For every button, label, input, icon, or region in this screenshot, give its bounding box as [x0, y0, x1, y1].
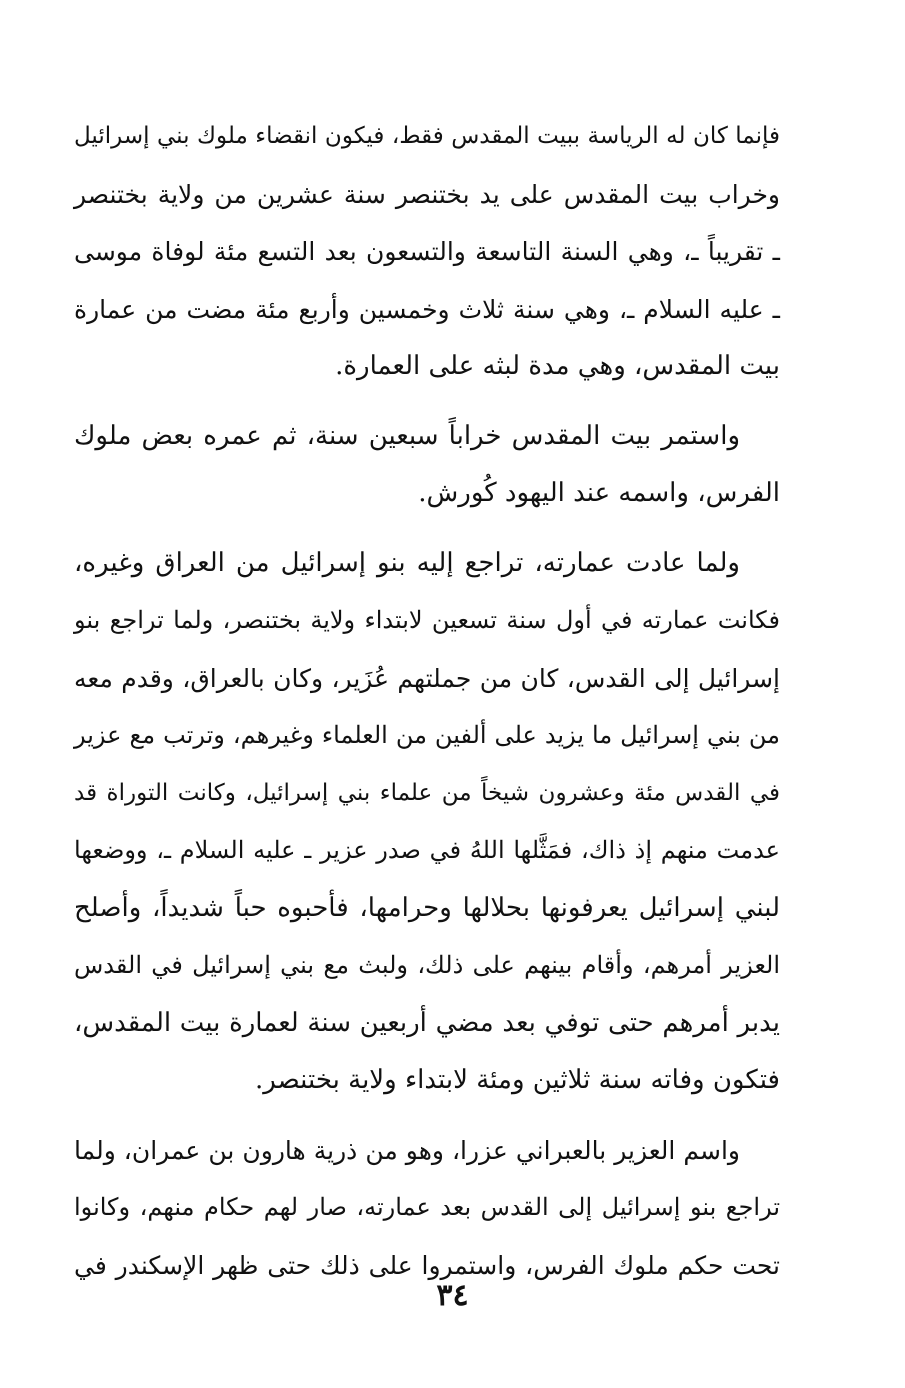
text-line: العزير أمرهم، وأقام بينهم على ذلك، ولبث مع بني إسرائيل في القدس — [74, 951, 780, 979]
text-line: تحت حكم ملوك الفرس، واستمروا على ذلك حتى ظهر الإسكندر في — [74, 1250, 780, 1280]
text-line: واستمر بيت المقدس خراباً سبعين سنة، ثم عمره بعض ملوك — [74, 420, 740, 451]
text-line: إسرائيل إلى القدس، كان من جملتهم عُزَير، وكان بالعراق، وقدم معه — [74, 663, 780, 693]
text-line: لبني إسرائيل يعرفونها بحلالها وحرامها، فأحبوه حباً شديداً، وأصلح — [74, 892, 780, 923]
text-line: فتكون وفاته سنة ثلاثين ومئة لابتداء ولاية بختنصر. — [255, 1065, 780, 1095]
paragraph — [74, 408, 780, 523]
text-line: واسم العزير بالعبراني عزرا، وهو من ذرية هارون بن عمران، ولما — [74, 1135, 740, 1165]
text-line: الفرس، واسمه عند اليهود كُورش. — [418, 478, 780, 508]
text-line: يدبر أمرهم حتى توفي بعد مضي أربعين سنة لعمارة بيت المقدس، — [74, 1007, 780, 1038]
paragraph — [74, 535, 780, 1110]
paragraph — [74, 1122, 780, 1295]
text-line: فإنما كان له الرياسة ببيت المقدس فقط، فيكون انقضاء ملوك بني إسرائيل — [74, 123, 780, 149]
text-line: وخراب بيت المقدس على يد بختنصر سنة عشرين من ولاية بختنصر — [74, 179, 780, 209]
text-line: ـ تقريباً ـ، وهي السنة التاسعة والتسعون بعد التسع مئة لوفاة موسى — [74, 237, 780, 266]
text-line: ـ عليه السلام ـ، وهي سنة ثلاث وخمسين وأربع مئة مضت من عمارة — [74, 294, 780, 324]
text-line: فكانت عمارته في أول سنة تسعين لابتداء ولاية بختنصر، ولما تراجع بنو — [74, 606, 780, 634]
paragraph — [74, 108, 780, 396]
text-line: بيت المقدس، وهي مدة لبثه على العمارة. — [335, 351, 780, 381]
text-line: ولما عادت عمارته، تراجع إليه بنو إسرائيل من العراق وغيره، — [74, 547, 740, 578]
text-line: في القدس مئة وعشرون شيخاً من علماء بني إسرائيل، وكانت التوراة قد — [74, 779, 780, 806]
text-line: عدمت منهم إذ ذاك، فمَثَّلها اللهُ في صدر عزير ـ عليه السلام ـ، ووضعها — [74, 836, 780, 864]
text-line: تراجع بنو إسرائيل إلى القدس بعد عمارته، صار لهم حكام منهم، وكانوا — [74, 1193, 780, 1221]
body-text — [74, 108, 780, 1306]
text-line: من بني إسرائيل ما يزيد على ألفين من العلماء وغيرهم، وترتب مع عزير — [74, 721, 780, 749]
page-number: ٣٤ — [436, 1278, 469, 1313]
